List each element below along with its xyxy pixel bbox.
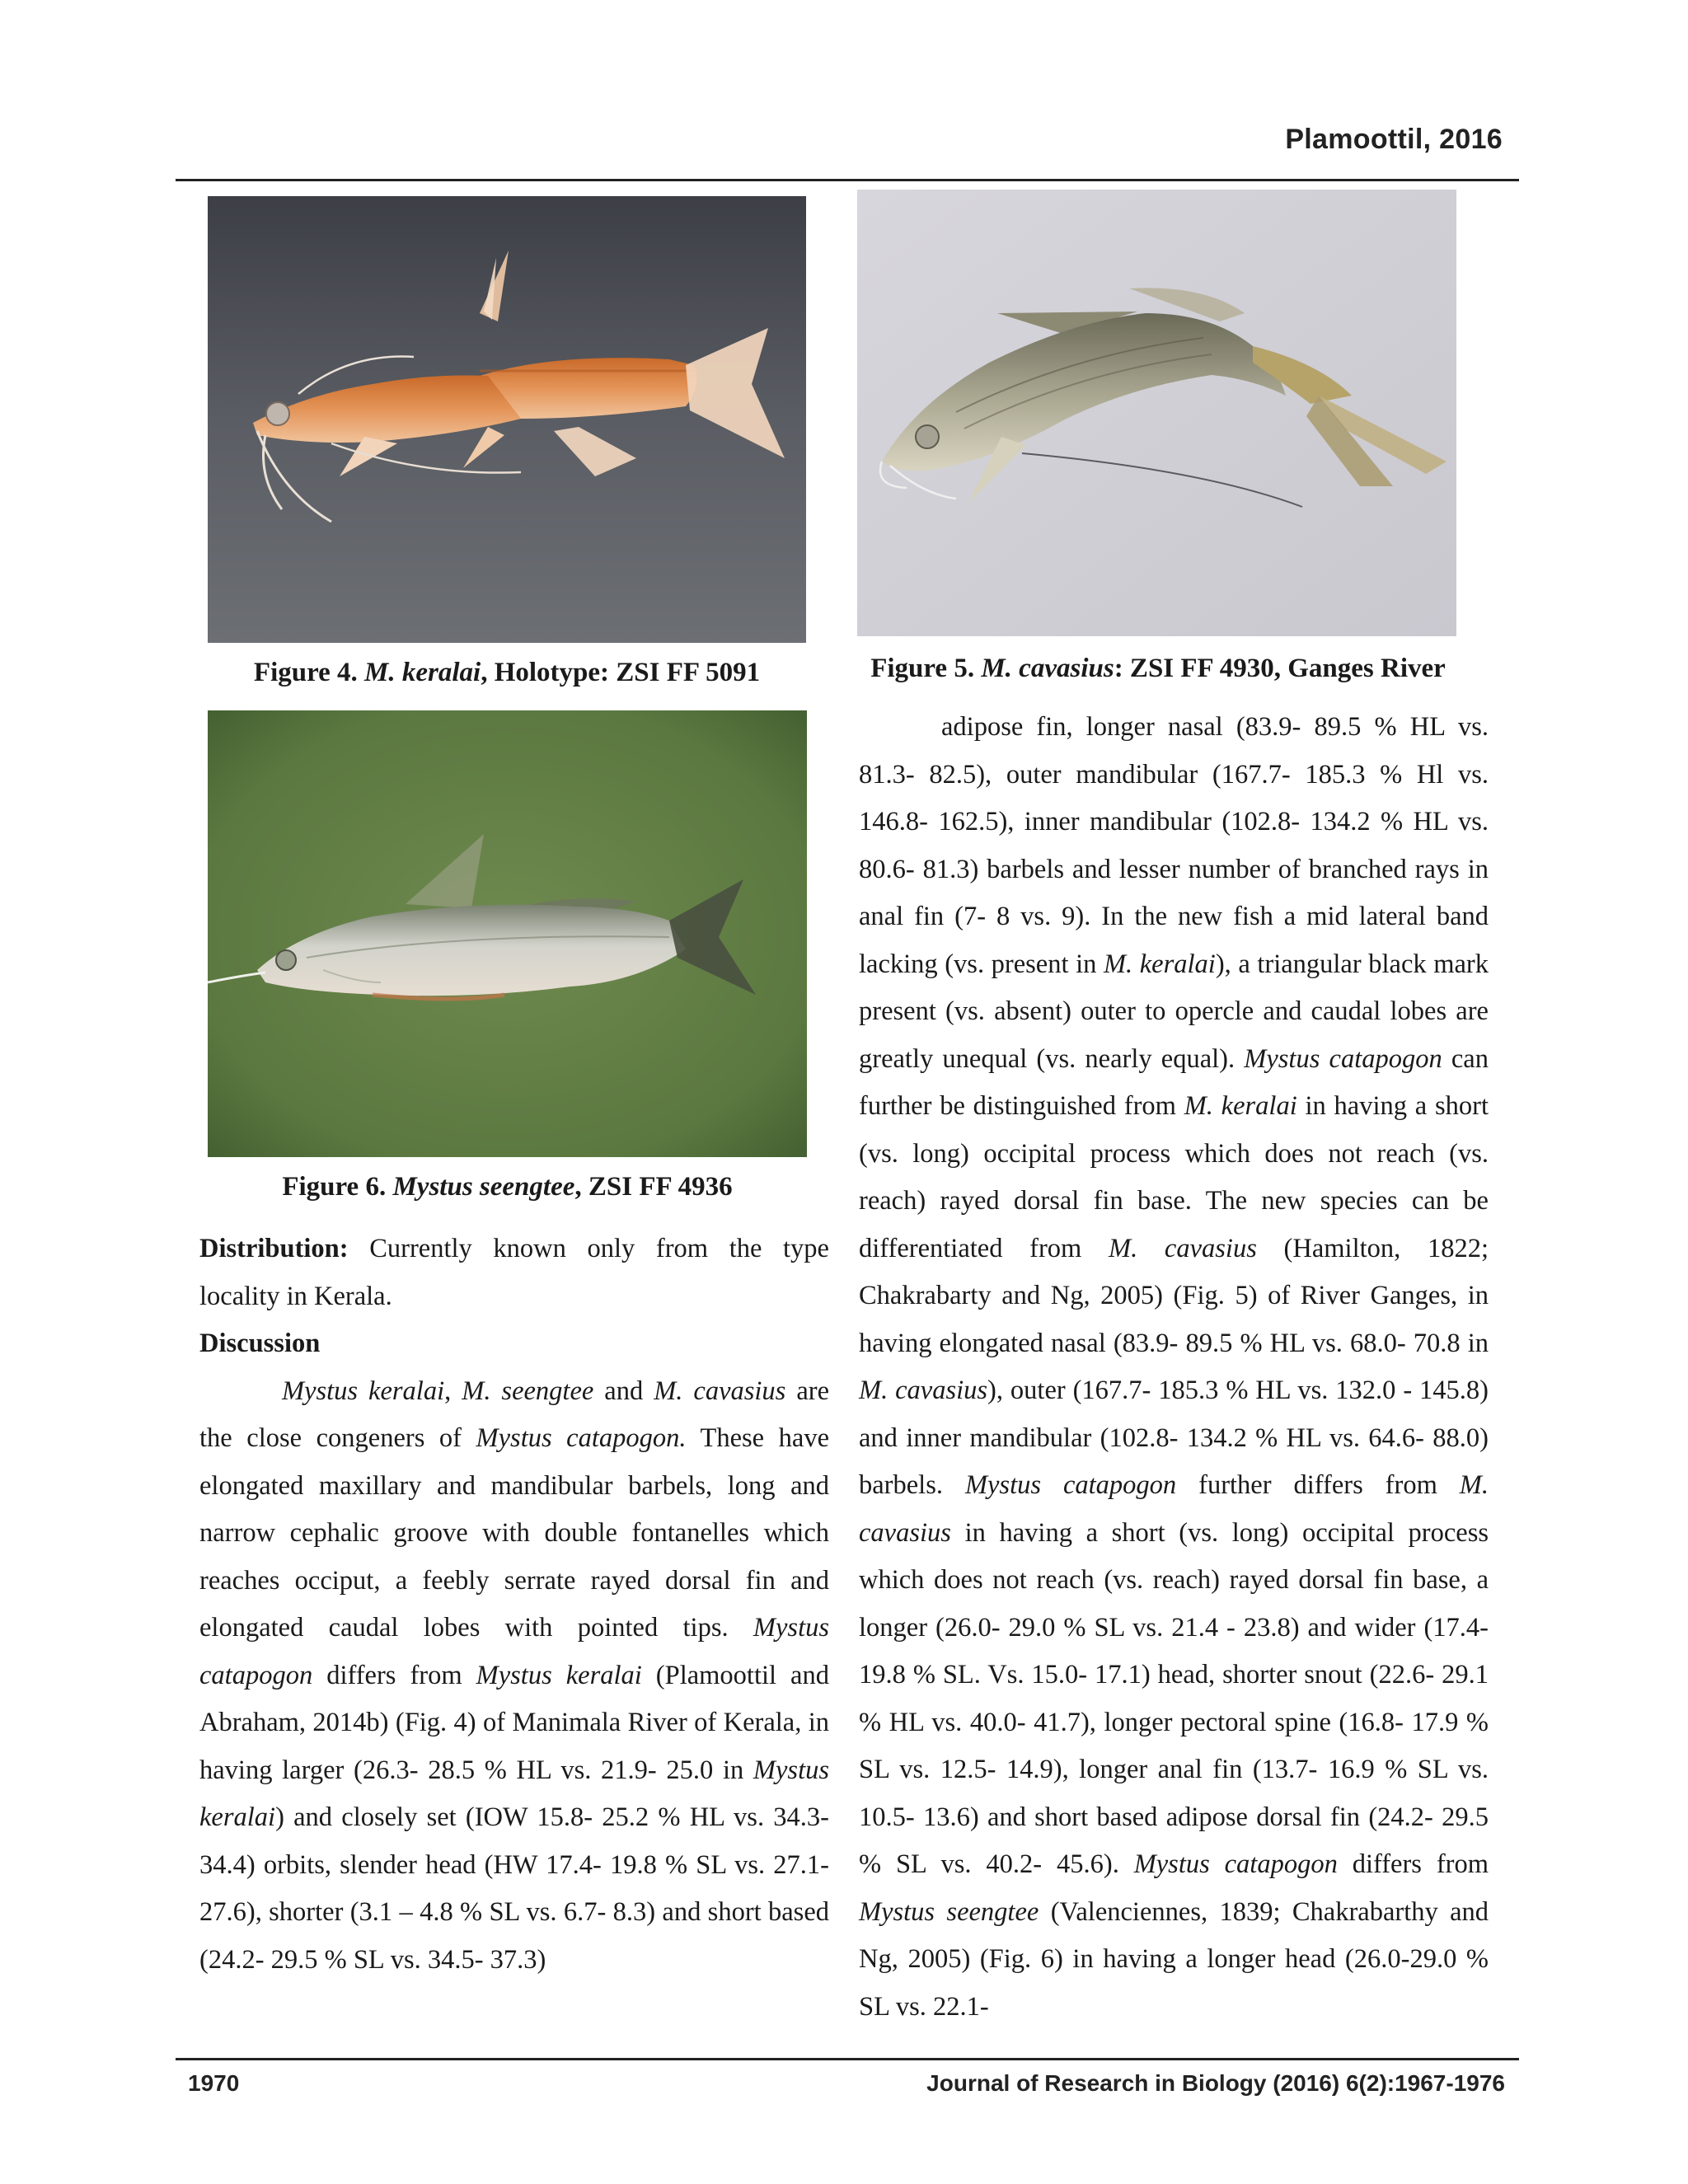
text-run: differs from: [1337, 1849, 1489, 1879]
text-run: in having a short (vs. long) occipital process which does not reach (vs. reach) rayed dorsal fin base, a longer (26.0- 29.0 % SL vs. 21.4 - 23.8) and wider (17.4- 19.8 % SL. Vs. 15.0- 17.1) head, shorter snout (22.6- 29.1 % HL vs. 40.0- 41.7), longer pectoral spine (16.8- 17.9 % SL vs. 12.5- 14.9), longer anal fin (13.7- 16.9 % SL vs. 10.5- 13.6) and short based adipose dorsal fin (24.2- 29.5 % SL vs. 40.2- 45.6).: [859, 1517, 1489, 1879]
figure-6-caption: Figure 6. Mystus seengtee, ZSI FF 4936: [282, 1172, 733, 1202]
species-name: M. keralai: [1184, 1091, 1297, 1121]
species-name: Mystus catapogon: [199, 1613, 829, 1690]
text-run: in having a short (vs. long) occipital process which does not reach (vs. reach) rayed dorsal fin base. The new species can be differentiated from: [859, 1091, 1489, 1263]
species-name: M. cavasius: [859, 1470, 1489, 1548]
text-run: ), outer (167.7- 185.3 % HL vs. 132.0 - 145.8) and inner mandibular (102.8- 134.2 % HL vs. 64.6- 88.0) barbels.: [859, 1376, 1489, 1500]
species-name: Mystus keralai: [476, 1660, 642, 1690]
species-name: Mystus catapogon: [964, 1470, 1177, 1500]
figure-4-caption: Figure 4. M. keralai, Holotype: ZSI FF 5091: [253, 658, 761, 687]
species-name: Mystus catapogon: [1133, 1849, 1338, 1879]
figure-6-photo: [208, 710, 807, 1157]
text-run: (Valenciennes, 1839; Chakrabarthy and Ng, 2005) (Fig. 6) in having a longer head (26.0-29.0 % SL vs. 22.1-: [859, 1896, 1489, 2022]
species-name: M. cavasius: [654, 1376, 786, 1406]
figure-5-photo: [857, 190, 1456, 636]
footer-rule: [176, 2058, 1519, 2060]
journal-citation: Journal of Research in Biology (2016) 6(2):1967-1976: [926, 2070, 1505, 2096]
species-name: Mystus seengtee: [859, 1896, 1039, 1927]
right-column-text: [859, 704, 1489, 2031]
comparison-paragraph: [859, 704, 1489, 2031]
species-name: Mystus catapogon: [1244, 1043, 1442, 1074]
text-run: ), a triangular black mark present (vs. absent) outer to opercle and caudal lobes are greatly unequal (vs. nearly equal).: [859, 949, 1489, 1074]
text-run: These have elongated maxillary and mandibular barbels, long and narrow cephalic groove with double fontanelles which reaches occiput, a feebly serrate rayed dorsal fin and elongated caudal lobes with pointed tips.: [199, 1423, 829, 1643]
discussion-heading: Discussion: [199, 1329, 321, 1358]
text-run: (Hamilton, 1822; Chakrabarty and Ng, 2005) (Fig. 5) of River Ganges, in having elongated nasal (83.9- 89.5 % HL vs. 68.0- 70.8 in: [859, 1233, 1489, 1358]
text-run: ,: [444, 1376, 462, 1406]
text-run: further differs from: [1176, 1470, 1460, 1500]
species-name: M. seengtee: [462, 1376, 594, 1406]
species-name: Mystus catapogon.: [476, 1423, 687, 1453]
text-run: ) and closely set (IOW 15.8- 25.2 % HL vs. 34.3- 34.4) orbits, slender head (HW 17.4- 19.8 % SL vs. 27.1- 27.6), shorter (3.1 – 4.8 % SL vs. 6.7- 8.3) and short based (24.2- 29.5 % SL vs. 34.5- 37.3): [199, 1802, 829, 1975]
species-name: M. cavasius: [1109, 1233, 1257, 1263]
page-number: 1970: [188, 2070, 240, 2096]
distribution-label: Distribution:: [199, 1234, 349, 1263]
text-run: differs from: [312, 1660, 476, 1690]
species-name: M. cavasius: [859, 1376, 988, 1405]
text-run: can further be distinguished from: [859, 1043, 1489, 1121]
left-column-text: [199, 1226, 829, 1984]
discussion-paragraph: [199, 1368, 829, 1985]
distribution-text: Currently known only from the type locality in Kerala.: [199, 1234, 829, 1311]
species-name: Mystus keralai: [282, 1376, 445, 1406]
header-rule: [176, 179, 1519, 181]
text-run: and: [593, 1376, 654, 1406]
running-head: Plamoottil, 2016: [1285, 124, 1503, 155]
figure-5-caption: Figure 5. M. cavasius: ZSI FF 4930, Ganges River: [870, 654, 1446, 683]
figure-4-photo: [208, 196, 806, 643]
text-run: are the close congeners of: [199, 1376, 830, 1453]
text-run: (Plamoottil and Abraham, 2014b) (Fig. 4) of Manimala River of Kerala, in having larger (26.3- 28.5 % HL vs. 21.9- 25.0 in: [199, 1660, 829, 1785]
species-name: M. keralai: [1103, 949, 1216, 979]
distribution-paragraph: [199, 1226, 829, 1320]
species-name: Mystus keralai: [199, 1755, 829, 1832]
text-run: adipose fin, longer nasal (83.9- 89.5 % HL vs. 81.3- 82.5), outer mandibular (167.7- 185.3 % Hl vs. 146.8- 162.5), inner mandibular (102.8- 134.2 % HL vs. 80.6- 81.3) barbels and lesser number of branched rays in anal fin (7- 8 vs. 9). In the new fish a mid lateral band lacking (vs. present in: [859, 712, 1489, 979]
